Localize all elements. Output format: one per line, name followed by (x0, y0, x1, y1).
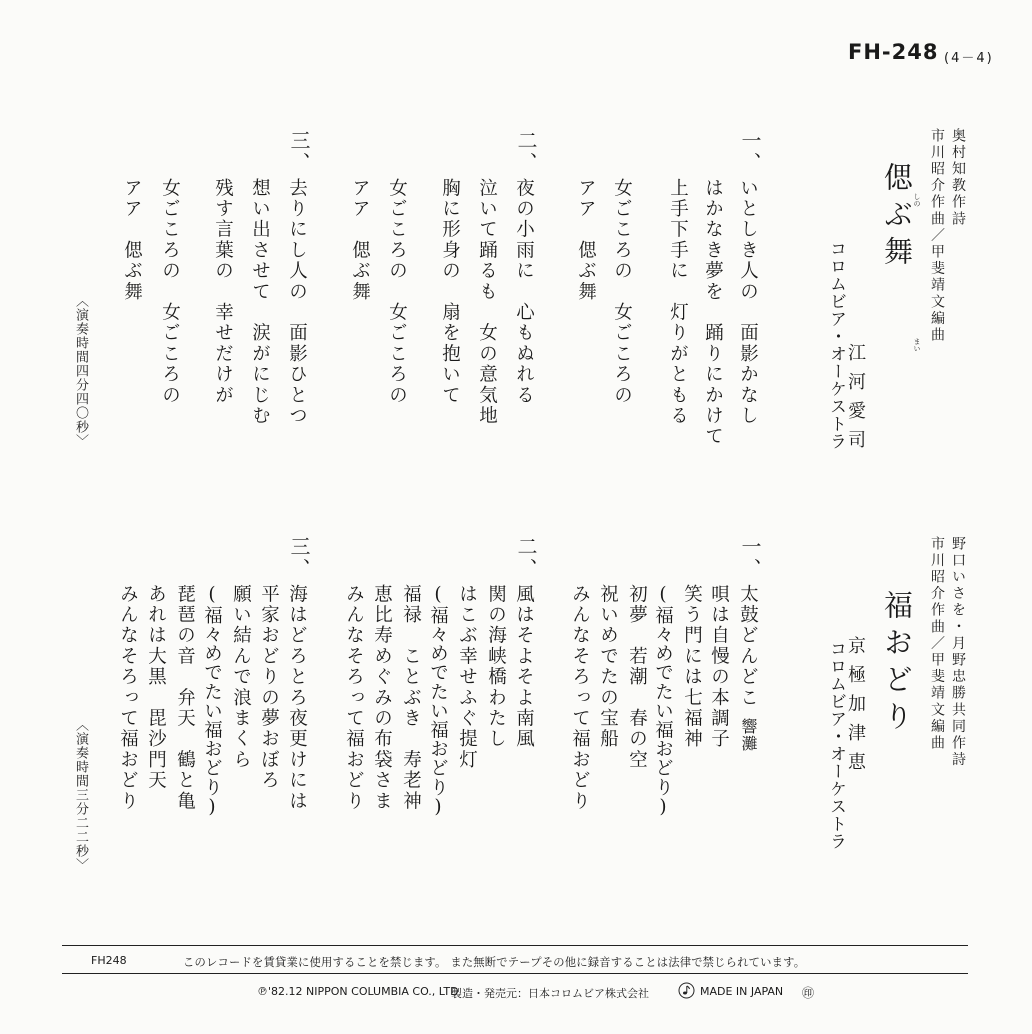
song1-verse3-line: アア 偲ぶ舞 (121, 178, 143, 303)
song1-verse3-line: 女ごころの 女ごころの (159, 178, 181, 406)
song1-verse1-number: 一、 (738, 130, 762, 174)
song2-duration: 〈演奏時間三分二二秒〉 (73, 718, 88, 872)
song1-singer: 江河愛司 (845, 343, 866, 459)
footer-origin-mark: ㊞ (802, 986, 815, 1000)
song2-verse3-line: (福々めでたい福おどり) (201, 584, 223, 819)
song1-lyricist-credit: 奥村知教作詩 (950, 128, 966, 228)
song2-verse2-line: 福禄 ことぶき 寿老神 (400, 584, 422, 812)
song2-singer: 京極加津恵 (845, 636, 866, 781)
song1-verse1-line: いとしき人の 面影かなし (737, 178, 759, 427)
song2-verse1-number: 一、 (738, 536, 762, 580)
song1-title-ruby: まい (913, 338, 921, 352)
song2-verse3-line: 琵琶の音 弁天 鶴と亀 (174, 584, 196, 812)
song2-verse2-line: 風はそよそよ南風 (513, 584, 535, 750)
song1-orchestra: コロムビア・オーケストラ (826, 240, 846, 450)
song1-verse1-line: アア 偲ぶ舞 (575, 178, 597, 303)
song2-composer-credit: 市川昭介作曲／甲斐靖文編曲 (929, 536, 945, 752)
song1-verse2-line: 女ごころの 女ごころの (386, 178, 408, 406)
footer-rental-notice: このレコードを賃貸業に使用することを禁じます。 また無断でテープその他に録音することは法律で禁じられています。 (183, 956, 806, 969)
footer-manufacturer: 製造・発売元：日本コロムビア株式会社 (451, 987, 649, 1000)
song2-verse2-line: みんなそろって福おどり (343, 584, 365, 812)
song2-verse3-number: 三、 (287, 536, 311, 580)
song2-verse3-line: 平家おどりの夢おぼろ (258, 584, 280, 791)
side-part-number: (4－4) (944, 51, 994, 66)
footer-bottom-rule (62, 973, 968, 974)
song2-title: 福おどり (880, 590, 914, 738)
song2-lyricist-credit: 野口いさを・月野忠勝共同作詩 (950, 536, 966, 769)
song2-verse1-line: 祝いめでたの宝船 (597, 584, 619, 750)
song1-verse2-line: 夜の小雨に 心もぬれる (513, 178, 535, 406)
song1-verse2-line: 胸に形身の 扇を抱いて (439, 178, 461, 406)
song2-verse1-line: (福々めでたい福おどり) (652, 584, 674, 819)
footer-catalog-code: FH248 (91, 954, 127, 967)
catalog-number: FH-248 (848, 40, 939, 64)
song2-verse3-line: 願い結んで浪まくら (230, 584, 252, 771)
song2-verse1-line: みんなそろって福おどり (569, 584, 591, 812)
song1-title-ruby: しの (913, 193, 921, 207)
song2-verse1-line: 初夢 若潮 春の空 (626, 584, 648, 771)
song2-verse2-line: はこぶ幸せふぐ提灯 (456, 584, 478, 771)
song2-verse3-line: みんなそろって福おどり (117, 584, 139, 812)
song2-verse2-line: 関の海峡橋わたし (485, 584, 507, 750)
footer-top-rule (62, 945, 968, 946)
song1-verse1-line: 女ごころの 女ごころの (611, 178, 633, 406)
song1-verse2-line: アア 偲ぶ舞 (349, 178, 371, 303)
song1-verse1-line: はかなき夢を 踊りにかけて (702, 178, 724, 448)
song1-composer-credit: 市川昭介作曲／甲斐靖文編曲 (929, 128, 945, 344)
song2-verse3-line: あれは大黒 毘沙門天 (145, 584, 167, 791)
song2-verse3-line: 海はどろとろ夜更けには (286, 584, 308, 812)
song2-verse2-line: (福々めでたい福おどり) (427, 584, 449, 819)
song2-verse2-line: 恵比寿めぐみの布袋さま (371, 584, 393, 812)
footer-copyright: ℗'82.12 NIPPON COLUMBIA CO., LTD (257, 985, 459, 998)
song2-verse1-note: 響灘 (739, 718, 758, 752)
song2-verse1-line: 唄は自慢の本調子 (708, 584, 730, 750)
song1-verse3-line: 去りにし人の 面影ひとつ (286, 178, 308, 427)
song2-verse1-line: 太鼓どんどこ (737, 584, 759, 709)
music-note-icon (678, 982, 695, 999)
song1-verse2-line: 泣いて踊るも 女の意気地 (476, 178, 498, 427)
song2-verse1-line: 笑う門には七福神 (681, 584, 703, 750)
song1-verse1-line: 上手下手に 灯りがともる (667, 178, 689, 427)
song2-verse2-number: 二、 (514, 536, 538, 580)
footer-origin: MADE IN JAPAN (700, 985, 784, 998)
song1-verse2-number: 二、 (514, 130, 538, 174)
song1-duration: 〈演奏時間四分四〇秒〉 (73, 294, 88, 448)
song1-title: 偲ぶ舞 (880, 162, 914, 273)
song1-verse3-line: 想い出させて 涙がにじむ (249, 178, 271, 427)
song2-orchestra: コロムビア・オーケストラ (826, 640, 846, 850)
song1-verse3-line: 残す言葉の 幸せだけが (212, 178, 234, 406)
song1-verse3-number: 三、 (287, 130, 311, 174)
